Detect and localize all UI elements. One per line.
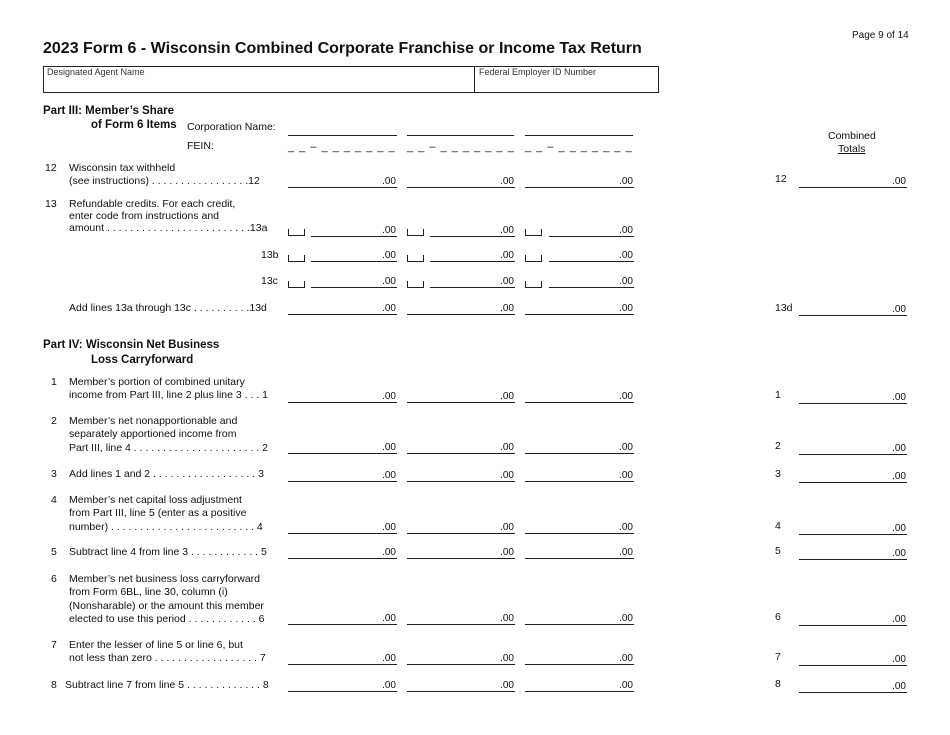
- fein-label: FEIN:: [187, 140, 214, 152]
- line13a-amount-c[interactable]: .00: [549, 223, 634, 237]
- part4-line1-amount-a[interactable]: .00: [288, 389, 397, 403]
- part4-line1-total-number: 1: [775, 389, 781, 401]
- part4-line6-text-4: elected to use this period . . . . . . . . . . . . 6: [69, 612, 265, 625]
- part4-line3-amount-a[interactable]: .00: [288, 468, 397, 482]
- part4-heading-2: Loss Carryforward: [91, 354, 194, 366]
- part4-line4-amount-a[interactable]: .00: [288, 520, 397, 534]
- part4-line1-number: 1: [51, 376, 57, 388]
- part4-line7-amount-b[interactable]: .00: [407, 651, 515, 665]
- line13-number: 13: [45, 198, 57, 210]
- line13d-amount-c[interactable]: .00: [525, 301, 634, 315]
- part4-heading: Part IV: Wisconsin Net Business: [43, 339, 220, 351]
- part4-line4-number: 4: [51, 494, 57, 506]
- part4-line4-total-number: 4: [775, 520, 781, 532]
- part4-line7-number: 7: [51, 639, 57, 651]
- line12-text-1: Wisconsin tax withheld: [69, 162, 176, 174]
- part4-line4-text-1: Member’s net capital loss adjustment: [69, 494, 242, 506]
- part4-line4-amount-c[interactable]: .00: [525, 520, 634, 534]
- part4-line5-total-amount[interactable]: .00: [799, 546, 907, 560]
- part4-line8-number: 8: [51, 679, 57, 691]
- line12-number: 12: [45, 162, 57, 174]
- line12-text-2: (see instructions) . . . . . . . . . . . . . . . . .12: [69, 175, 260, 187]
- line12-total-amount[interactable]: .00: [799, 174, 907, 188]
- part4-line4-total-amount[interactable]: .00: [799, 521, 907, 535]
- line13-text-1: Refundable credits. For each credit,: [69, 198, 236, 210]
- part4-line6-total-number: 6: [775, 611, 781, 623]
- part4-line2-amount-c[interactable]: .00: [525, 440, 634, 454]
- line13d-amount-a[interactable]: .00: [288, 301, 397, 315]
- page-title: 2023 Form 6 - Wisconsin Combined Corporate Franchise or Income Tax Return: [43, 40, 642, 57]
- part4-line8-total-amount[interactable]: .00: [799, 679, 907, 693]
- line13c-code-c[interactable]: [525, 281, 542, 288]
- part4-line6-text-3: (Nonsharable) or the amount this member: [69, 599, 264, 612]
- part4-line7-text-1: Enter the lesser of line 5 or line 6, but: [69, 639, 243, 651]
- line13b-code-a[interactable]: [288, 255, 305, 262]
- part4-line2-amount-b[interactable]: .00: [407, 440, 515, 454]
- part4-line6-total-amount[interactable]: .00: [799, 612, 907, 626]
- part4-line8-amount-c[interactable]: .00: [525, 678, 634, 692]
- line13a-amount-a[interactable]: .00: [311, 223, 397, 237]
- agent-fein-label: Federal Employer ID Number: [479, 67, 597, 77]
- part4-line3-amount-c[interactable]: .00: [525, 468, 634, 482]
- part4-line8-total-number: 8: [775, 678, 781, 690]
- part4-line7-amount-c[interactable]: .00: [525, 651, 634, 665]
- line13a-amount-b[interactable]: .00: [430, 223, 515, 237]
- part4-line6-amount-b[interactable]: .00: [407, 611, 515, 625]
- line13c-amount-c[interactable]: .00: [549, 274, 634, 288]
- part4-line4-text-2: from Part III, line 5 (enter as a positive: [69, 507, 247, 520]
- fein-field-c[interactable]: _ _ – _ _ _ _ _ _ _: [525, 141, 633, 153]
- line13a-code-a[interactable]: [288, 229, 305, 236]
- part4-line5-number: 5: [51, 546, 57, 558]
- line13c-amount-b[interactable]: .00: [430, 274, 515, 288]
- line12-amount-a[interactable]: .00: [288, 174, 397, 188]
- line13c-code-a[interactable]: [288, 281, 305, 288]
- line13b-label: 13b: [261, 249, 279, 261]
- part4-line2-total-amount[interactable]: .00: [799, 441, 907, 455]
- line13b-code-b[interactable]: [407, 255, 424, 262]
- part3-heading-2: of Form 6 Items: [91, 119, 177, 131]
- part4-line1-text-2: income from Part III, line 2 plus line 3 . . . 1: [69, 389, 269, 402]
- part4-line5-text-1: Subtract line 4 from line 3 . . . . . . . . . . . . 5: [69, 546, 267, 558]
- part4-line6-text-1: Member’s net business loss carryforward: [69, 573, 261, 585]
- part4-line6-number: 6: [51, 573, 57, 585]
- line13b-amount-a[interactable]: .00: [311, 248, 397, 262]
- line13d-total-number: 13d: [775, 302, 793, 314]
- line13c-label: 13c: [261, 275, 278, 287]
- line13d-total-amount[interactable]: .00: [799, 302, 907, 316]
- part4-line6-text-2: from Form 6BL, line 30, column (i): [69, 586, 228, 599]
- combined-header: Combined: [828, 130, 876, 142]
- fein-field-a[interactable]: _ _ – _ _ _ _ _ _ _: [288, 141, 396, 153]
- part4-line3-total-amount[interactable]: .00: [799, 469, 907, 483]
- part4-line4-text-3: number) . . . . . . . . . . . . . . . . . . . . . . . . . 4: [69, 520, 263, 533]
- line13b-code-c[interactable]: [525, 255, 542, 262]
- part4-line2-text-2: separately apportioned income from: [69, 428, 237, 441]
- line13a-code-b[interactable]: [407, 229, 424, 236]
- line13c-amount-a[interactable]: .00: [311, 274, 397, 288]
- part4-line7-amount-a[interactable]: .00: [288, 651, 397, 665]
- corp-name-field-a[interactable]: [288, 125, 397, 136]
- part4-line3-number: 3: [51, 468, 57, 480]
- page-number: Page 9 of 14: [852, 30, 909, 41]
- part4-line7-total-amount[interactable]: .00: [799, 652, 907, 666]
- part4-line3-total-number: 3: [775, 468, 781, 480]
- agent-box-divider: [474, 66, 475, 93]
- part4-line1-total-amount[interactable]: .00: [799, 390, 907, 404]
- part4-line6-amount-c[interactable]: .00: [525, 611, 634, 625]
- line13a-text: amount . . . . . . . . . . . . . . . . . . . . . . . . .13a: [69, 222, 268, 234]
- line13a-code-c[interactable]: [525, 229, 542, 236]
- part4-line1-text-1: Member’s portion of combined unitary: [69, 376, 245, 388]
- line13b-amount-c[interactable]: .00: [549, 248, 634, 262]
- part4-line8-text-1: Subtract line 7 from line 5 . . . . . . . . . . . . . 8: [65, 679, 269, 691]
- part4-line1-amount-b[interactable]: .00: [407, 389, 515, 403]
- part4-line3-amount-b[interactable]: .00: [407, 468, 515, 482]
- totals-header: Totals: [838, 143, 866, 155]
- part4-line2-number: 2: [51, 415, 57, 427]
- fein-field-b[interactable]: _ _ – _ _ _ _ _ _ _: [407, 141, 515, 153]
- line12-total-number: 12: [775, 173, 787, 185]
- part3-heading: Part III: Member’s Share: [43, 105, 175, 117]
- part4-line5-amount-a[interactable]: .00: [288, 545, 397, 559]
- line13-text-2: enter code from instructions and: [69, 210, 219, 222]
- line13d-amount-b[interactable]: .00: [407, 301, 515, 315]
- line12-amount-b[interactable]: .00: [407, 174, 515, 188]
- corp-name-field-c[interactable]: [525, 125, 633, 136]
- part4-line5-amount-c[interactable]: .00: [525, 545, 634, 559]
- corp-name-label: Corporation Name:: [187, 121, 276, 133]
- part4-line8-amount-b[interactable]: .00: [407, 678, 515, 692]
- part4-line3-text-1: Add lines 1 and 2 . . . . . . . . . . . . . . . . . . 3: [69, 468, 264, 480]
- designated-agent-label: Designated Agent Name: [47, 67, 145, 77]
- corp-name-field-b[interactable]: [407, 125, 514, 136]
- part4-line2-amount-a[interactable]: .00: [288, 440, 397, 454]
- part4-line7-text-2: not less than zero . . . . . . . . . . . . . . . . . . 7: [69, 652, 266, 665]
- part4-line4-amount-b[interactable]: .00: [407, 520, 515, 534]
- part4-line2-text-1: Member’s net nonapportionable and: [69, 415, 238, 427]
- part4-line6-amount-a[interactable]: .00: [288, 611, 397, 625]
- part4-line2-total-number: 2: [775, 440, 781, 452]
- part4-line5-amount-b[interactable]: .00: [407, 545, 515, 559]
- part4-line8-amount-a[interactable]: .00: [288, 678, 397, 692]
- line12-amount-c[interactable]: .00: [525, 174, 634, 188]
- part4-line5-total-number: 5: [775, 545, 781, 557]
- line13c-code-b[interactable]: [407, 281, 424, 288]
- line13b-amount-b[interactable]: .00: [430, 248, 515, 262]
- part4-line2-text-3: Part III, line 4 . . . . . . . . . . . . . . . . . . . . . . 2: [69, 441, 268, 454]
- part4-line1-amount-c[interactable]: .00: [525, 389, 634, 403]
- part4-line7-total-number: 7: [775, 651, 781, 663]
- line13d-text: Add lines 13a through 13c . . . . . . . . . .13d: [69, 302, 267, 314]
